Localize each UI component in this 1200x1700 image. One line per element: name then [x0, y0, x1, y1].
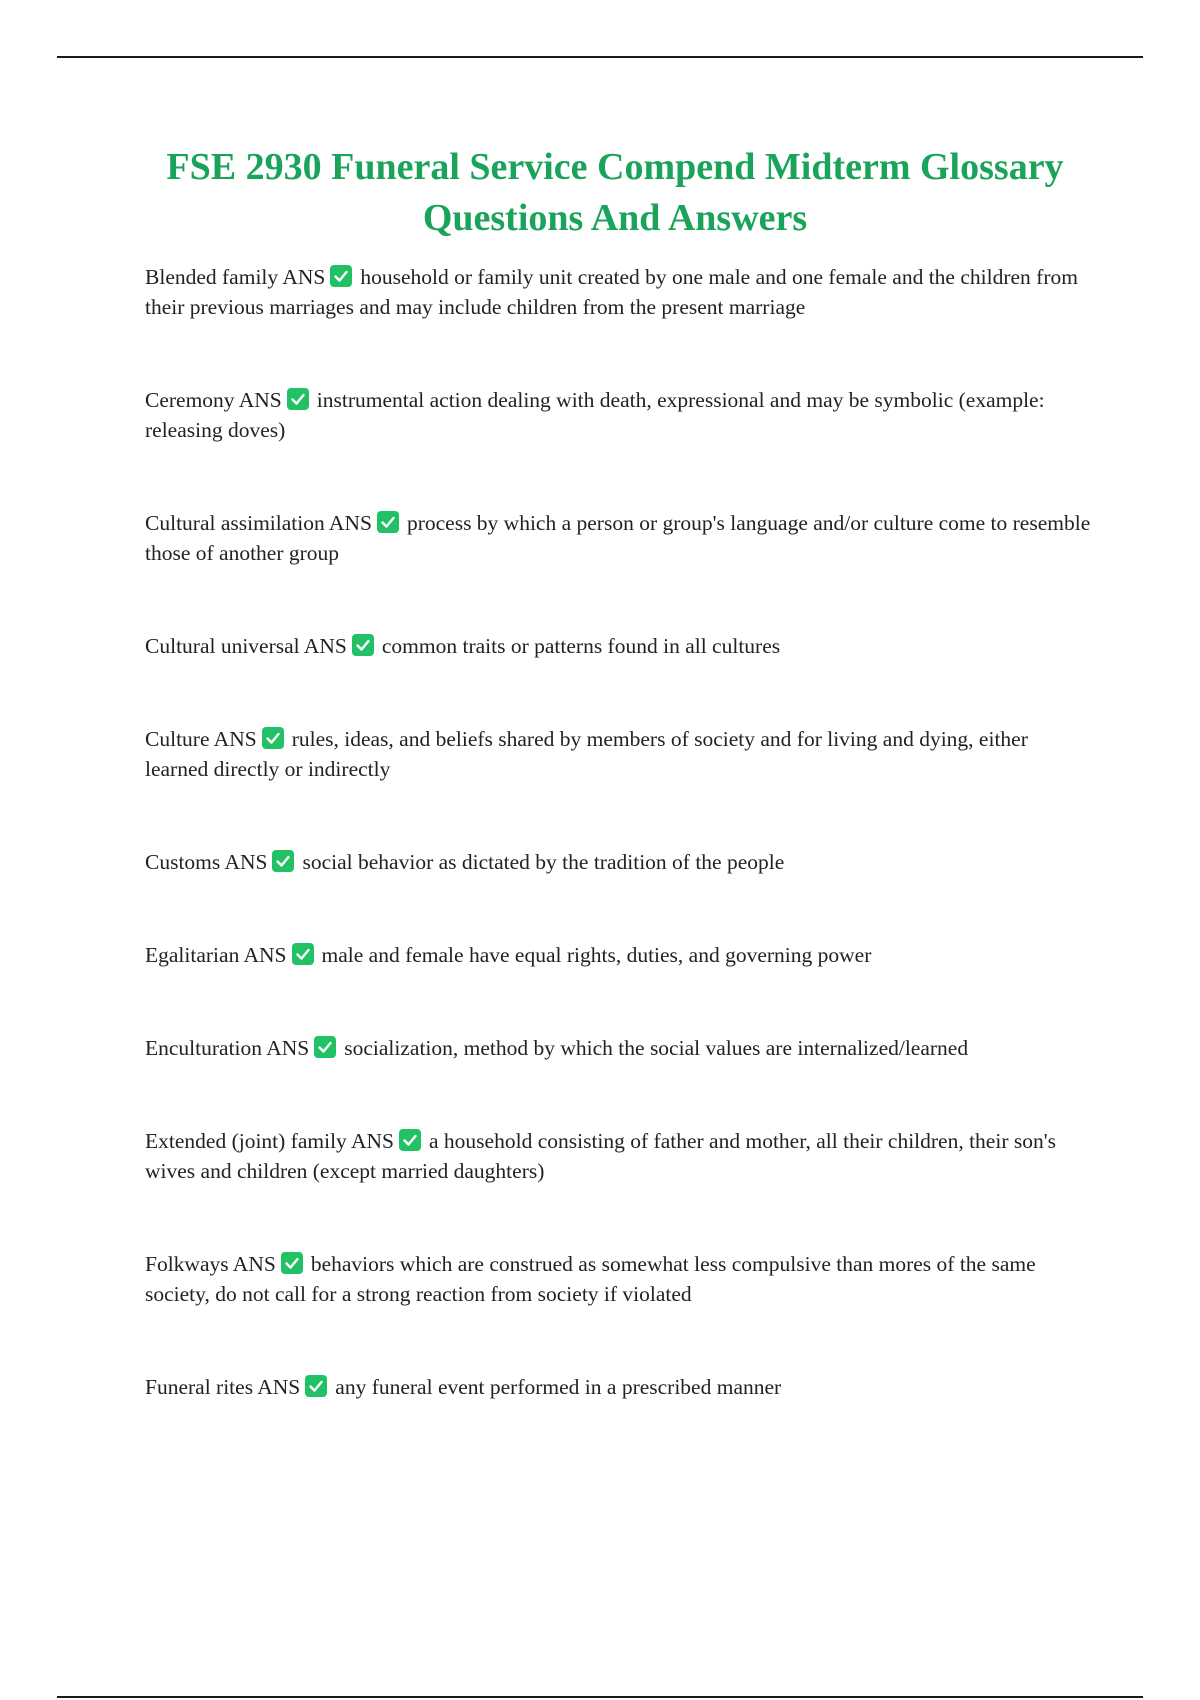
glossary-entry — [145, 508, 1095, 568]
entry-term: Culture ANS — [145, 727, 257, 751]
glossary-entry — [145, 1126, 1095, 1186]
bottom-rule — [57, 1696, 1143, 1698]
top-rule — [57, 56, 1143, 58]
entry-term: Folkways ANS — [145, 1252, 276, 1276]
entry-term: Customs ANS — [145, 850, 268, 874]
checkmark-box-icon — [330, 265, 352, 287]
entry-term: Cultural assimilation ANS — [145, 511, 372, 535]
entry-term: Cultural universal ANS — [145, 634, 347, 658]
checkmark-box-icon — [272, 850, 294, 872]
entry-definition: socialization, method by which the social values are internalized/learned — [344, 1036, 969, 1060]
checkmark-box-icon — [281, 1252, 303, 1274]
entry-term: Funeral rites ANS — [145, 1375, 301, 1399]
entry-definition: social behavior as dictated by the tradition of the people — [302, 850, 785, 874]
glossary-entry — [145, 847, 1095, 877]
entry-term: Blended family ANS — [145, 265, 326, 289]
entry-term: Enculturation ANS — [145, 1036, 310, 1060]
checkmark-box-icon — [262, 727, 284, 749]
entry-term: Extended (joint) family ANS — [145, 1129, 395, 1153]
entry-definition: any funeral event performed in a prescribed manner — [335, 1375, 782, 1399]
checkmark-box-icon — [287, 388, 309, 410]
checkmark-box-icon — [399, 1129, 421, 1151]
entry-definition: process by which a person or group's language and/or culture come to resemble those of another group — [145, 511, 1091, 565]
glossary-entry — [145, 1033, 1095, 1063]
entry-term: Ceremony ANS — [145, 388, 282, 412]
entry-definition: male and female have equal rights, duties, and governing power — [321, 943, 872, 967]
entry-definition: common traits or patterns found in all cultures — [381, 634, 781, 658]
glossary-entry — [145, 724, 1095, 784]
entry-definition: rules, ideas, and beliefs shared by members of society and for living and dying, either learned directly or indirectly — [145, 727, 1028, 781]
glossary-entry — [145, 385, 1095, 445]
entry-definition: instrumental action dealing with death, expressional and may be symbolic (example: releasing doves) — [145, 388, 1045, 442]
glossary-entry — [145, 262, 1095, 322]
glossary-entry — [145, 1372, 1095, 1402]
document-title: FSE 2930 Funeral Service Compend Midterm Glossary Questions And Answers — [166, 146, 1064, 239]
entry-definition: behaviors which are construed as somewhat less compulsive than mores of the same society, do not call for a strong reaction from society if violated — [145, 1252, 1036, 1306]
checkmark-box-icon — [292, 943, 314, 965]
checkmark-box-icon — [352, 634, 374, 656]
glossary-entry — [145, 631, 1095, 661]
entry-definition: a household consisting of father and mother, all their children, their son's wives and children (except married daughters) — [145, 1129, 1056, 1183]
checkmark-box-icon — [377, 511, 399, 533]
checkmark-box-icon — [314, 1036, 336, 1058]
entry-term: Egalitarian ANS — [145, 943, 287, 967]
glossary-list — [145, 262, 1095, 1465]
checkmark-box-icon — [305, 1375, 327, 1397]
entry-definition: household or family unit created by one male and one female and the children from their previous marriages and may include children from the present marriage — [145, 265, 1078, 319]
glossary-entry — [145, 1249, 1095, 1309]
glossary-entry — [145, 940, 1095, 970]
